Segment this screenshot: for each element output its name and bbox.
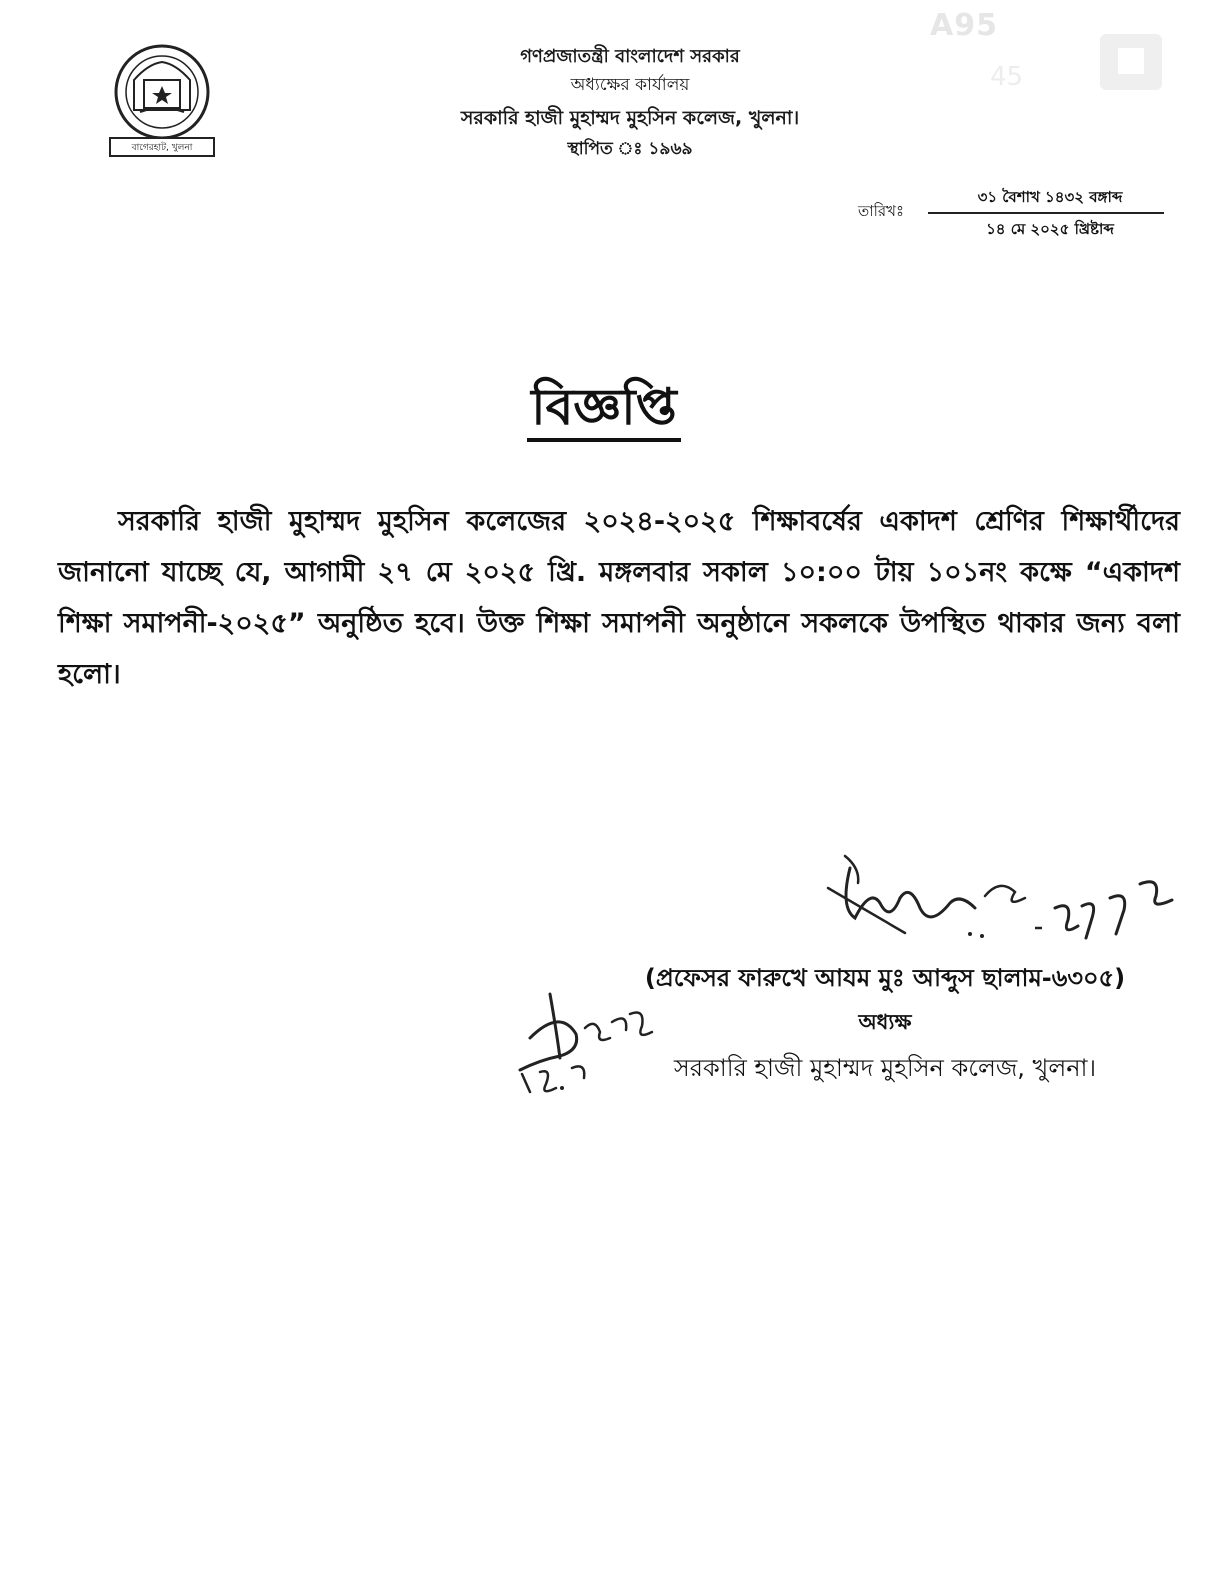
logo-caption: বাগেরহাট, খুলনা (131, 143, 193, 153)
notice-title (0, 370, 1208, 453)
letterhead-college: সরকারি হাজী মুহাম্মদ মুহসিন কলেজ, খুলনা। (460, 107, 800, 129)
date-bangla: ৩১ বৈশাখ ১৪৩২ বঙ্গাব্দ (977, 188, 1123, 206)
principal-signature (810, 848, 1190, 958)
date-label: তারিখঃ (858, 202, 904, 220)
camera-watermark-sub: 45 (990, 62, 1024, 92)
signer-designation: অধ্যক্ষ (858, 1010, 912, 1034)
signer-institution: সরকারি হাজী মুহাম্মদ মুহসিন কলেজ, খুলনা। (673, 1054, 1097, 1082)
letterhead-government: গণপ্রজাতন্ত্রী বাংলাদেশ সরকার (520, 46, 740, 67)
date-gregorian: ১৪ মে ২০২৫ খ্রিষ্টাব্দ (986, 220, 1114, 238)
letterhead-established: স্থাপিত ঃ ১৯৬৯ (567, 139, 693, 159)
camera-watermark: A95 (930, 8, 998, 43)
signer-name: (প্রফেসর ফারুখে আযম মুঃ আব্দুস ছালাম-৬৩০৫) (644, 964, 1126, 992)
date-divider (928, 212, 1164, 214)
notice-body: সরকারি হাজী মুহাম্মদ মুহসিন কলেজের ২০২৪-২০২৫ শিক্ষাবর্ষের একাদশ শ্রেণির শিক্ষার্থীদের জানানো যাচ্ছে যে, আগামী ২৭ মে ২০২৫ খ্রি. মঙ্গলবার সকাল ১০:০০ টায় ১০১নং কক্ষে “একাদশ শিক্ষা সমাপনী-২০২৫” অনুষ্ঠিত হবে। উক্ত শিক্ষা সমাপনী অনুষ্ঠানে সকলকে উপস্থিত থাকার জন্য বলা হলো। (58, 506, 1180, 690)
watermark-icon (1096, 30, 1166, 94)
letterhead-office: অধ্যক্ষের কার্যালয় (570, 75, 690, 95)
notice-title-text: বিজ্ঞপ্তি (527, 378, 680, 442)
